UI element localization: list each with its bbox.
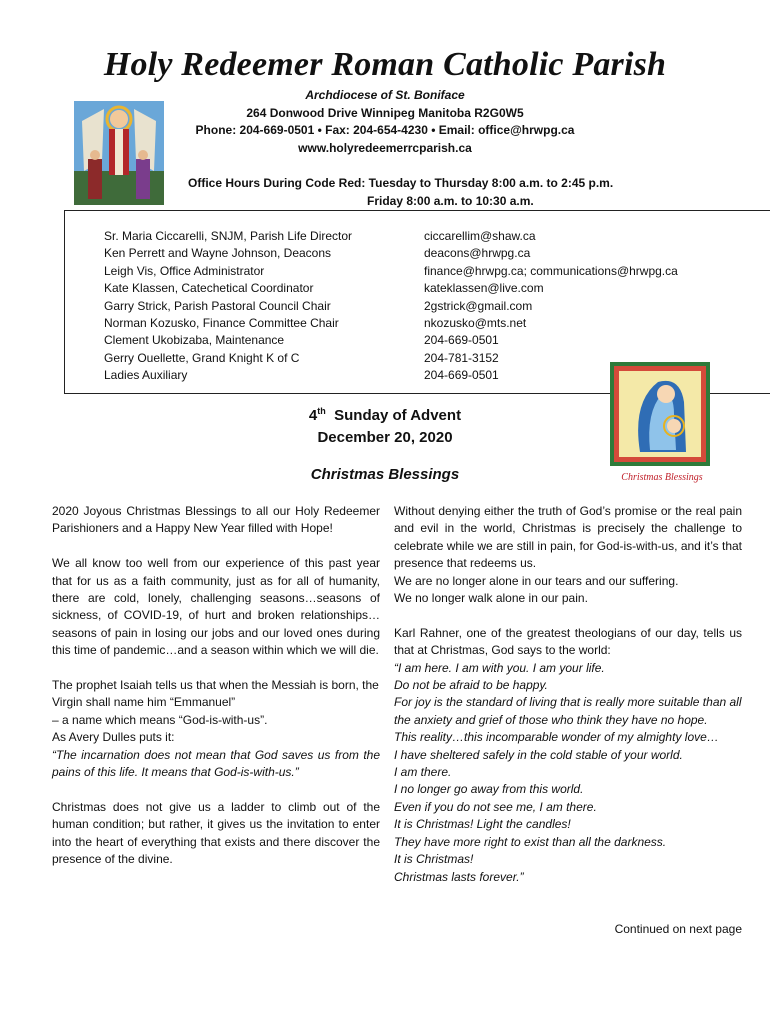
staff-role: Norman Kozusko, Finance Committee Chair — [104, 316, 339, 331]
sunday-name: Sunday of Advent — [334, 407, 462, 424]
quote-line: “I am here. I am with you. I am your life. — [394, 660, 605, 675]
staff-contact: 204-669-0501 — [424, 368, 499, 383]
article-right-column — [394, 503, 742, 886]
staff-contact[interactable]: kateklassen@live.com — [424, 281, 544, 296]
office-hours — [188, 175, 628, 210]
paragraph: We are no longer alone in our tears and our suffering. — [394, 573, 679, 588]
website-link[interactable]: www.holyredeemerrcparish.ca — [298, 141, 472, 155]
staff-role: Clement Ukobizaba, Maintenance — [104, 333, 285, 348]
paragraph: 2020 Joyous Christmas Blessings to all our Holy Redeemer Parishioners and a Happy New Year filled with Hope! — [52, 504, 380, 536]
address-line: 264 Donwood Drive Winnipeg Manitoba R2G0W5 — [246, 106, 524, 120]
staff-contact: 204-669-0501 — [424, 333, 499, 348]
article-left-column — [52, 503, 380, 886]
image-caption: Christmas Blessings — [621, 472, 703, 483]
madonna-icon — [610, 362, 710, 466]
staff-contact[interactable]: nkozusko@mts.net — [424, 316, 527, 331]
staff-role: Gerry Ouellette, Grand Knight K of C — [104, 350, 300, 365]
staff-role: Ken Perrett and Wayne Johnson, Deacons — [104, 246, 332, 261]
quote-line: Do not be afraid to be happy. — [394, 678, 548, 693]
paragraph: Without denying either the truth of God’s promise or the real pain and evil in the world, Christmas is precisely the challenge to celebrate while we are still in pain, for God-is-with-us, and it’s that presence that redeems us. — [394, 504, 742, 571]
paragraph: We no longer walk alone in our pain. — [394, 591, 588, 606]
contact-line: Phone: 204-669-0501 • Fax: 204-654-4230 • Email: office@hrwpg.ca — [195, 123, 575, 137]
staff-contact[interactable]: 2gstrick@gmail.com — [424, 298, 533, 313]
quote-line: For joy is the standard of living that is really more suitable than all the anxiety and grief of those who think they have no hope. — [394, 695, 742, 727]
paragraph: The prophet Isaiah tells us that when the Messiah is born, the Virgin shall name him “Emmanuel” — [52, 678, 379, 710]
rahner-quote — [394, 660, 742, 886]
continued-note: Continued on next page — [614, 922, 742, 936]
staff-role: Ladies Auxiliary — [104, 368, 188, 383]
staff-contact: 204-781-3152 — [424, 350, 499, 365]
staff-role: Garry Strick, Parish Pastoral Council Chair — [104, 298, 331, 313]
archdiocese-line: Archdiocese of St. Boniface — [305, 88, 465, 102]
quote-line: Christmas lasts forever.” — [394, 869, 524, 884]
sunday-number: 4 — [308, 407, 318, 424]
sunday-heading — [230, 400, 540, 449]
quote-line: They have more right to exist than all the darkness. — [394, 834, 667, 849]
paragraph: We all know too well from our experience of this past year that for us as a faith community, just as for all of humanity, there are cold, lonely, challenging seasons…seasons of sickness, of COVID-19, of hurt and broken relationships… seasons of pain in losing our jobs and our loved ones during this time of pandemic…and a season within which we will die. — [52, 556, 380, 658]
staff-roles-column — [104, 228, 352, 385]
paragraph: Christmas does not give us a ladder to climb out of the human condition; but rather, it gives us the invitation to enter into the heart of everything that exists and there discover the presence of the divine. — [52, 799, 380, 867]
office-hours-line-1: Office Hours During Code Red: Tuesday to Thursday 8:00 a.m. to 2:45 p.m. — [188, 176, 614, 190]
paragraph: Karl Rahner, one of the greatest theologians of our day, tells us that at Christmas, God says to the world: — [394, 625, 742, 658]
staff-role: Kate Klassen, Catechetical Coordinator — [104, 281, 314, 296]
staff-role: Leigh Vis, Office Administrator — [104, 263, 265, 278]
staff-contact[interactable]: deacons@hrwpg.ca — [424, 246, 531, 261]
quote-line: I am there. — [394, 765, 452, 780]
quote-dulles: “The incarnation does not mean that God saves us from the pains of this life. It means that God-is-with-us.” — [52, 747, 380, 780]
stained-glass-icon — [74, 101, 164, 205]
quote-line: It is Christmas! — [394, 852, 474, 867]
quote-line: Even if you do not see me, I am there. — [394, 799, 597, 814]
quote-line: This reality…this incomparable wonder of my almighty love… — [394, 730, 719, 745]
sunday-date: December 20, 2020 — [317, 429, 453, 446]
office-hours-line-2: Friday 8:00 a.m. to 10:30 a.m. — [367, 193, 534, 208]
sunday-suffix: th — [317, 406, 326, 416]
quote-line: I have sheltered safely in the cold stable of your world. — [394, 747, 683, 762]
staff-contact[interactable]: ciccarellim@shaw.ca — [424, 229, 536, 243]
quote-line: I no longer go away from this world. — [394, 782, 584, 797]
staff-role: Sr. Maria Ciccarelli, SNJM, Parish Life Director — [104, 229, 353, 243]
quote-line: It is Christmas! Light the candles! — [394, 817, 571, 832]
staff-contact[interactable]: finance@hrwpg.ca; communications@hrwpg.ca — [424, 263, 678, 278]
paragraph: As Avery Dulles puts it: — [52, 730, 175, 745]
article-heading: Christmas Blessings — [310, 466, 460, 483]
paragraph: – a name which means “God-is-with-us”. — [52, 712, 268, 727]
parish-title: Holy Redeemer Roman Catholic Parish — [103, 46, 667, 83]
